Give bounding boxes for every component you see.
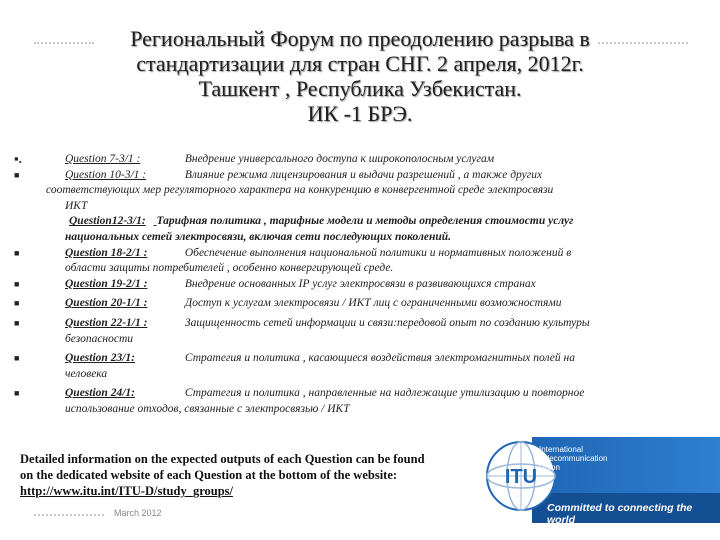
footer-note bbox=[20, 451, 425, 499]
question-text: Защищенность сетей информации и связи:передовой опыт по созданию культуры bbox=[184, 316, 590, 329]
question-item bbox=[14, 168, 704, 184]
title-line-3: Ташкент , Республика Узбекистан. bbox=[198, 76, 522, 101]
question-number[interactable]: Question 23/1: bbox=[65, 352, 135, 365]
question-item bbox=[14, 214, 704, 230]
slide-title bbox=[40, 26, 680, 126]
question-item bbox=[14, 296, 704, 312]
bullet-icon: ■ bbox=[14, 317, 20, 328]
question-text-cont: использование отходов, связанные с электросвязью / ИКТ bbox=[65, 402, 350, 415]
title-line-2: стандартизации для стран СНГ. 2 апреля, 2012г. bbox=[136, 51, 584, 76]
itu-name: International Telecommunication Union bbox=[539, 445, 608, 472]
question-text: Внедрение основанных IP услуг электросвязи в развивающихся странах bbox=[184, 277, 536, 290]
question-list bbox=[14, 152, 704, 418]
question-text: Доступ к услугам электросвязи / ИКТ лиц с ограниченными возможностями bbox=[184, 297, 562, 310]
title-line-1: Региональный Форум по преодолению разрыва в bbox=[130, 26, 590, 51]
slide-date: March 2012 bbox=[114, 508, 162, 518]
question-number[interactable]: Question 24/1: bbox=[65, 387, 135, 400]
website-link[interactable]: http://www.itu.int/ITU-D/study_groups/ bbox=[20, 484, 234, 498]
itu-tagline: Committed to connecting the world bbox=[547, 502, 693, 526]
question-text-cont: человека bbox=[65, 367, 108, 380]
itu-logo bbox=[476, 437, 720, 526]
footer-line-2: on the dedicated website of each Question at the bottom of the website: bbox=[20, 468, 398, 482]
bullet-icon: ■ bbox=[14, 388, 20, 399]
itu-abbr: ITU bbox=[504, 466, 538, 488]
footer-line-1: Detailed information on the expected outputs of each Question can be found bbox=[20, 452, 425, 466]
question-item bbox=[14, 351, 704, 367]
question-text-cont: ИКТ bbox=[65, 199, 88, 212]
question-text: Стратегия и политика , касающиеся воздействия электромагнитных полей на bbox=[184, 352, 575, 365]
question-number[interactable]: Question12-3/1: bbox=[69, 215, 146, 228]
question-number[interactable]: Question 7-3/1 : bbox=[65, 153, 141, 165]
question-text-cont: области защиты потребителей , особенно конвергирующей среде. bbox=[65, 262, 394, 275]
bullet-icon: ▪. bbox=[14, 151, 22, 166]
question-text: Внедрение универсального доступа к широкополосным услугам bbox=[184, 153, 495, 165]
question-text-cont: национальных сетей электросвязи, включая сети последующих поколений. bbox=[65, 230, 452, 243]
question-text-cont: соответствующих мер регуляторного характера на конкуренцию в конвергентной среде электросвязи bbox=[46, 184, 554, 197]
question-number[interactable]: Question 20-1/1 : bbox=[65, 297, 148, 310]
bullet-icon: ■ bbox=[14, 169, 20, 180]
question-text: Стратегия и политика , направленные на надлежащие утилизацию и повторное bbox=[184, 387, 585, 400]
bullet-icon: ■ bbox=[14, 298, 20, 309]
question-item bbox=[14, 246, 704, 262]
title-line-4: ИК -1 БРЭ. bbox=[307, 101, 413, 126]
question-text: Обеспечение выполнения национальной политики и нормативных положений в bbox=[184, 246, 572, 259]
question-text-cont: безопасности bbox=[65, 332, 134, 345]
question-number[interactable]: Question 18-2/1 : bbox=[65, 246, 148, 259]
question-number[interactable]: Question 22-1/1 : bbox=[65, 316, 148, 329]
question-text: Влияние режима лицензирования и выдачи разрешений , а также других bbox=[184, 168, 543, 181]
question-number[interactable]: Question 19-2/1 : bbox=[65, 277, 148, 290]
bullet-icon: ■ bbox=[14, 247, 20, 258]
bullet-icon: ■ bbox=[14, 278, 20, 289]
bottom-dotted-line bbox=[34, 514, 104, 516]
question-number[interactable]: Question 10-3/1 : bbox=[65, 168, 147, 181]
question-item bbox=[14, 152, 704, 168]
question-item bbox=[14, 386, 704, 402]
question-item bbox=[14, 316, 704, 332]
question-item bbox=[14, 277, 704, 293]
bullet-icon: ■ bbox=[14, 353, 20, 364]
question-text: Тарифная политика , тарифные модели и методы определения стоимости услуг bbox=[156, 215, 574, 228]
